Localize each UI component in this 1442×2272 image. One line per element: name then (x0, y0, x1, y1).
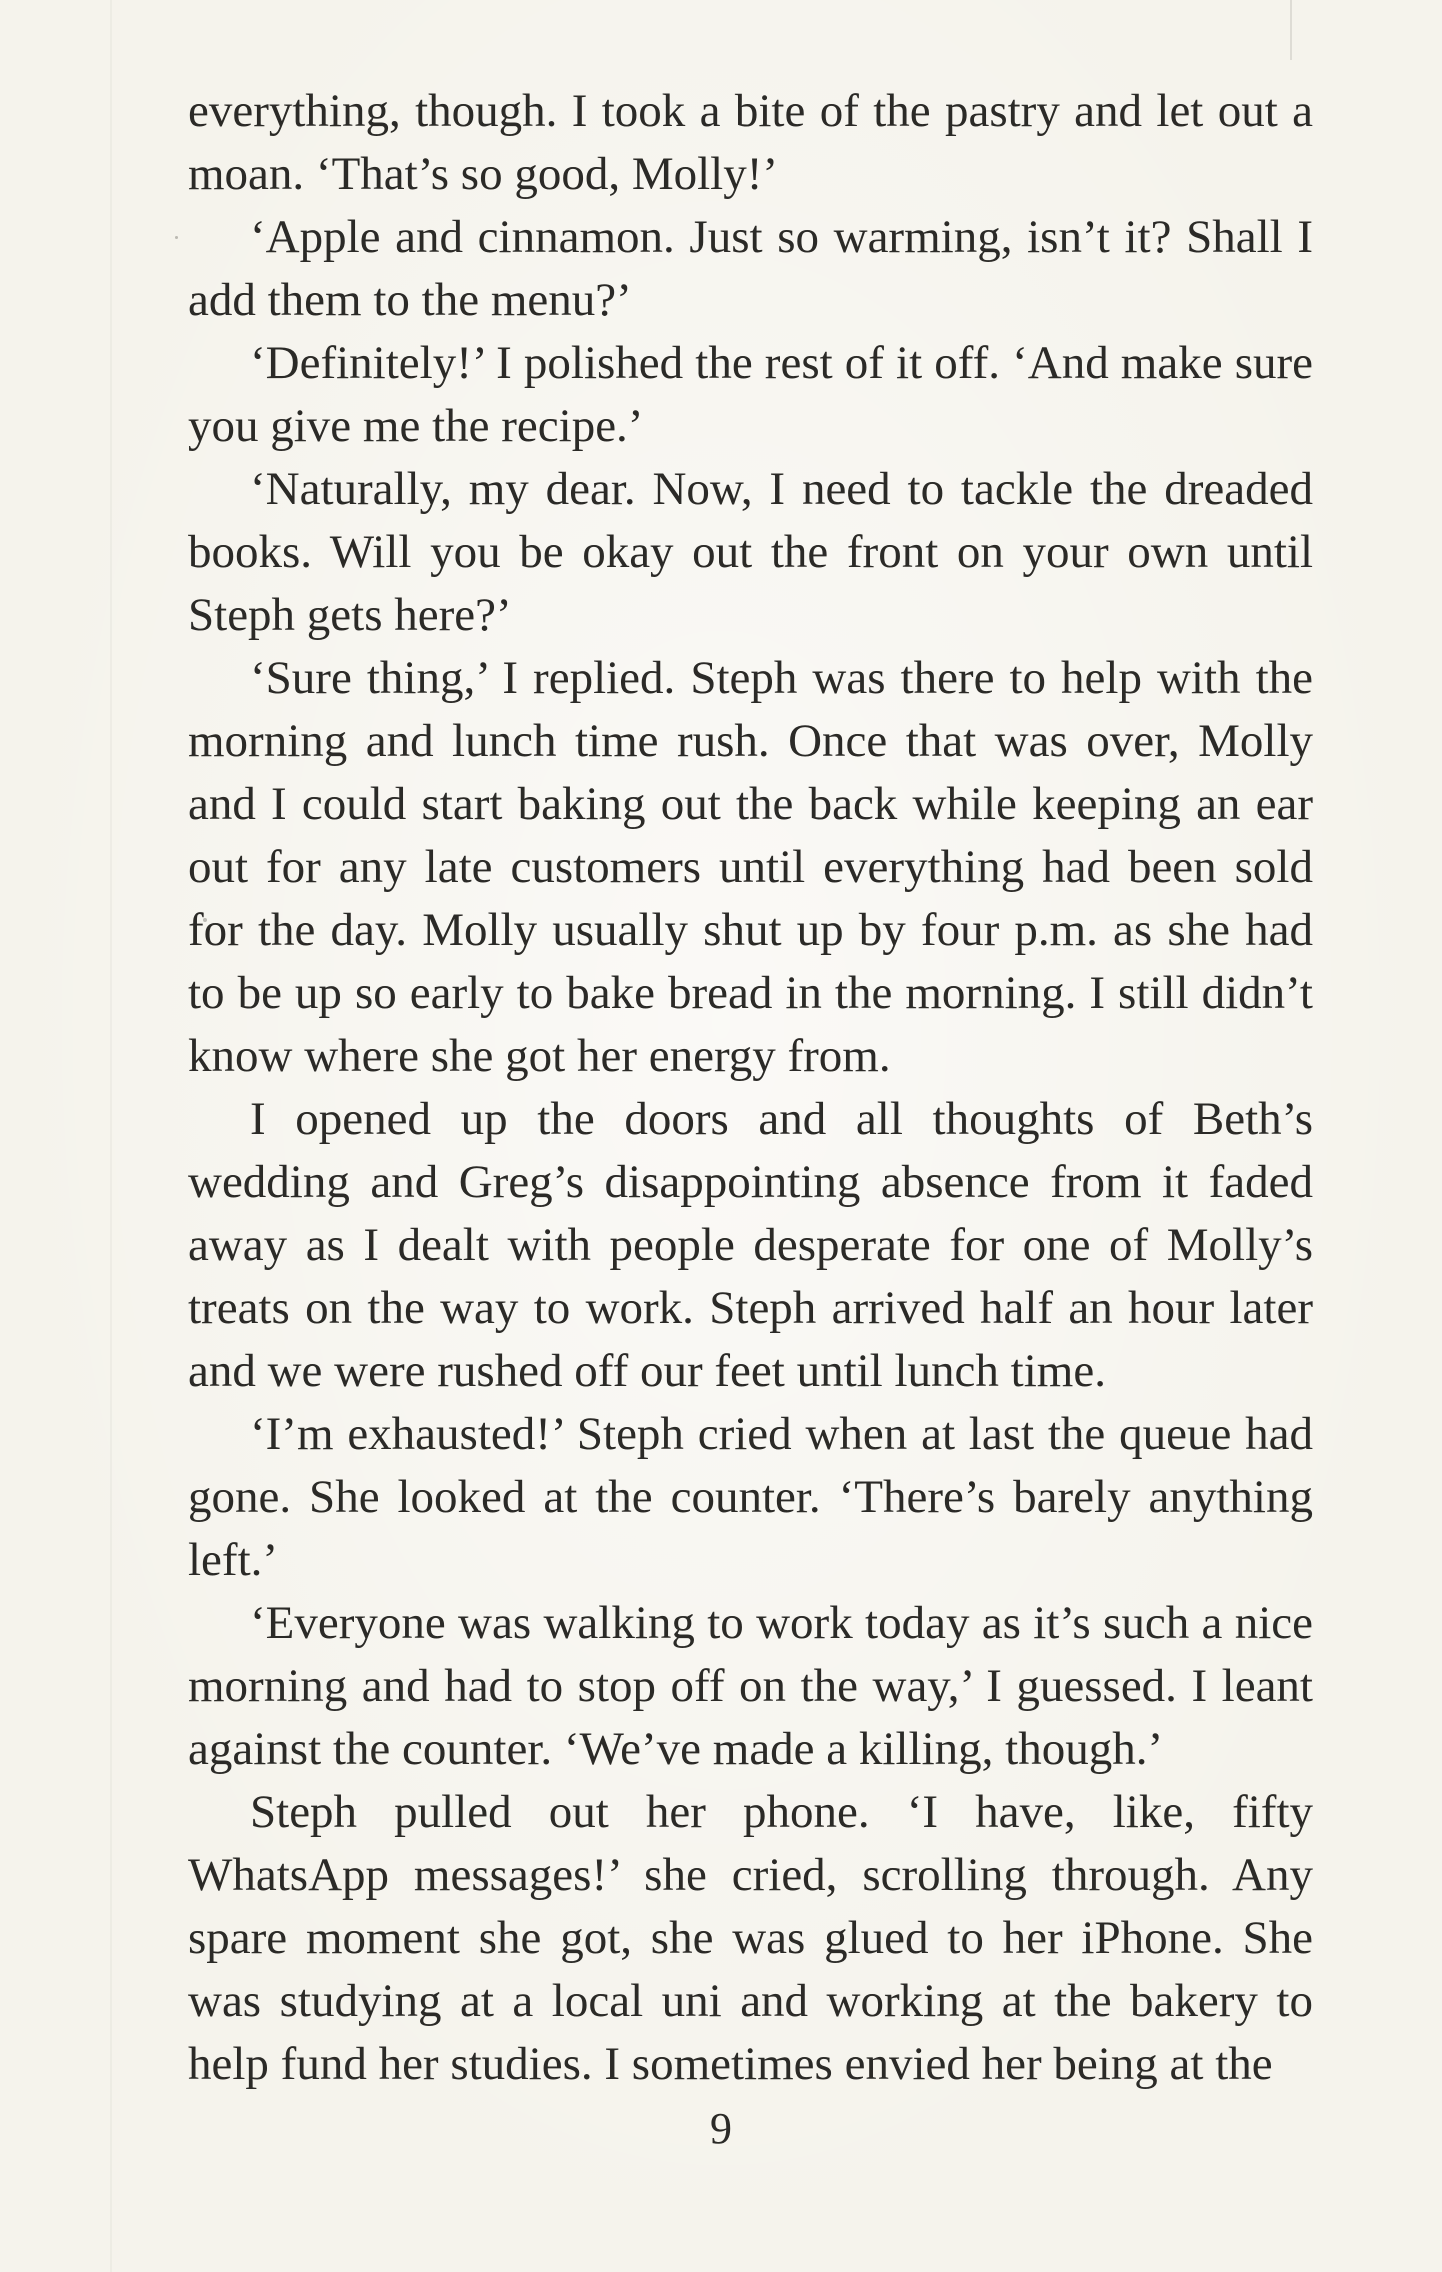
body-text (188, 80, 1313, 2096)
paragraph: ‘I’m exhausted!’ Steph cried when at last the queue had gone. She looked at the counter. ‘There’s barely anything left.’ (188, 1408, 1313, 1586)
paper-speck (203, 918, 207, 922)
paragraph: ‘Sure thing,’ I replied. Steph was there to help with the morning and lunch time rush. Once that was over, Molly and I could start baking out the back while keeping an ear out for any late customers until everything had been sold for the day. Molly usually shut up by four p.m. as she had to be up so early to bake bread in the morning. I still didn’t know where she got her energy from. (188, 652, 1313, 1082)
paragraph: Steph pulled out her phone. ‘I have, like, fifty WhatsApp messages!’ she cried, scrolling through. Any spare moment she got, she was glued to her iPhone. She was studying at a local uni and working at the bakery to help fund her studies. I sometimes envied her being at the (188, 1786, 1313, 2090)
paragraph: ‘Naturally, my dear. Now, I need to tackle the dreaded books. Will you be okay out the front on your own until Steph gets here?’ (188, 463, 1313, 641)
paragraph: I opened up the doors and all thoughts of Beth’s wedding and Greg’s disappointing absence from it faded away as I dealt with people desperate for one of Molly’s treats on the way to work. Steph arrived half an hour later and we were rushed off our feet until lunch time. (188, 1093, 1313, 1397)
paragraph: everything, though. I took a bite of the pastry and let out a moan. ‘That’s so good, Molly!’ (188, 85, 1313, 200)
page-number: 9 (710, 2104, 732, 2153)
paragraph: ‘Everyone was walking to work today as it’s such a nice morning and had to stop off on the way,’ I guessed. I leant against the counter. ‘We’ve made a killing, though.’ (188, 1597, 1313, 1775)
paper-speck (175, 236, 178, 239)
paragraph: ‘Definitely!’ I polished the rest of it off. ‘And make sure you give me the recipe.’ (188, 337, 1313, 452)
page-edge-mark (110, 0, 112, 2272)
paragraph: ‘Apple and cinnamon. Just so warming, isn’t it? Shall I add them to the menu?’ (188, 211, 1313, 326)
page-edge-mark (1290, 0, 1292, 60)
paper-speck (1034, 1760, 1037, 1763)
